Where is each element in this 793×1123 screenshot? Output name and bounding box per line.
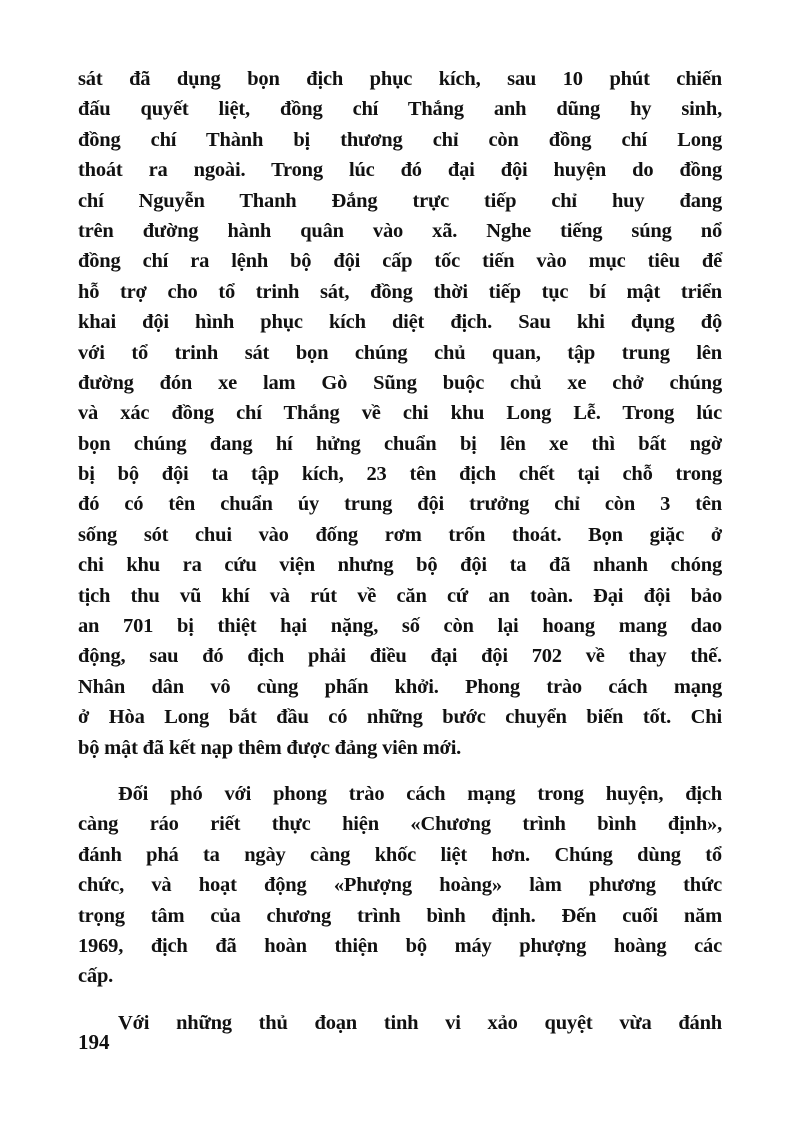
page-body: [78, 64, 722, 1038]
text-line: cấp.: [78, 965, 114, 988]
text-line: bộ mật đã kết nạp thêm được đảng viên mới.: [78, 736, 462, 759]
text-line: sống sót chui vào đống rơm trốn thoát. Bọn giặc ở: [78, 523, 722, 546]
page-number: 194: [78, 1030, 110, 1054]
text-line: chí Nguyễn Thanh Đắng trực tiếp chỉ huy đang: [78, 189, 722, 212]
text-line: khai đội hình phục kích diệt địch. Sau khi đụng độ: [78, 311, 722, 334]
paragraph-3: [78, 1008, 722, 1038]
text-line: đồng chí ra lệnh bộ đội cấp tốc tiến vào mục tiêu để: [78, 250, 722, 273]
text-line: càng ráo riết thực hiện «Chương trình bình định»,: [78, 813, 722, 836]
paragraph-1: [78, 64, 722, 763]
text-line: hỗ trợ cho tổ trinh sát, đồng thời tiếp tục bí mật triển: [78, 280, 722, 303]
text-line: ở Hòa Long bắt đầu có những bước chuyển biến tốt. Chi: [78, 706, 722, 729]
text-line: chi khu ra cứu viện nhưng bộ đội ta đã nhanh chóng: [78, 554, 722, 577]
text-line: bị bộ đội ta tập kích, 23 tên địch chết tại chỗ trong: [78, 463, 722, 486]
text-line: trọng tâm của chương trình bình định. Đến cuối năm: [78, 904, 722, 927]
text-line: và xác đồng chí Thắng về chi khu Long Lễ. Trong lúc: [78, 402, 722, 425]
text-line: động, sau đó địch phải điều đại đội 702 về thay thế.: [78, 645, 722, 668]
paragraph-2: [78, 779, 722, 992]
text-line: trên đường hành quân vào xã. Nghe tiếng súng nổ: [78, 219, 722, 242]
text-line: tịch thu vũ khí và rút về căn cứ an toàn. Đại đội bảo: [78, 584, 722, 607]
text-line: an 701 bị thiệt hại nặng, số còn lại hoang mang dao: [78, 615, 722, 638]
text-line: Với những thủ đoạn tinh vi xảo quyệt vừa đánh: [118, 1011, 722, 1034]
text-line: bọn chúng đang hí hửng chuẩn bị lên xe thì bất ngờ: [78, 432, 722, 455]
text-line: thoát ra ngoài. Trong lúc đó đại đội huyện do đồng: [78, 159, 722, 182]
text-line: đánh phá ta ngày càng khốc liệt hơn. Chúng dùng tổ: [78, 843, 722, 866]
text-line: Đối phó với phong trào cách mạng trong huyện, địch: [118, 782, 722, 805]
text-line: sát đã dụng bọn địch phục kích, sau 10 phút chiến: [78, 68, 722, 90]
text-line: đó có tên chuẩn úy trung đội trưởng chỉ còn 3 tên: [78, 493, 722, 516]
text-line: 1969, địch đã hoàn thiện bộ máy phượng hoàng các: [78, 934, 722, 957]
text-line: Nhân dân vô cùng phấn khởi. Phong trào cách mạng: [78, 675, 722, 698]
text-line: với tổ trinh sát bọn chúng chủ quan, tập trung lên: [78, 341, 722, 364]
text-line: đường đón xe lam Gò Sũng buộc chủ xe chở chúng: [78, 371, 722, 394]
text-line: chức, và hoạt động «Phượng hoàng» làm phương thức: [78, 874, 722, 897]
text-line: đấu quyết liệt, đồng chí Thắng anh dũng hy sinh,: [78, 98, 722, 121]
text-line: đồng chí Thành bị thương chỉ còn đồng chí Long: [78, 128, 722, 151]
